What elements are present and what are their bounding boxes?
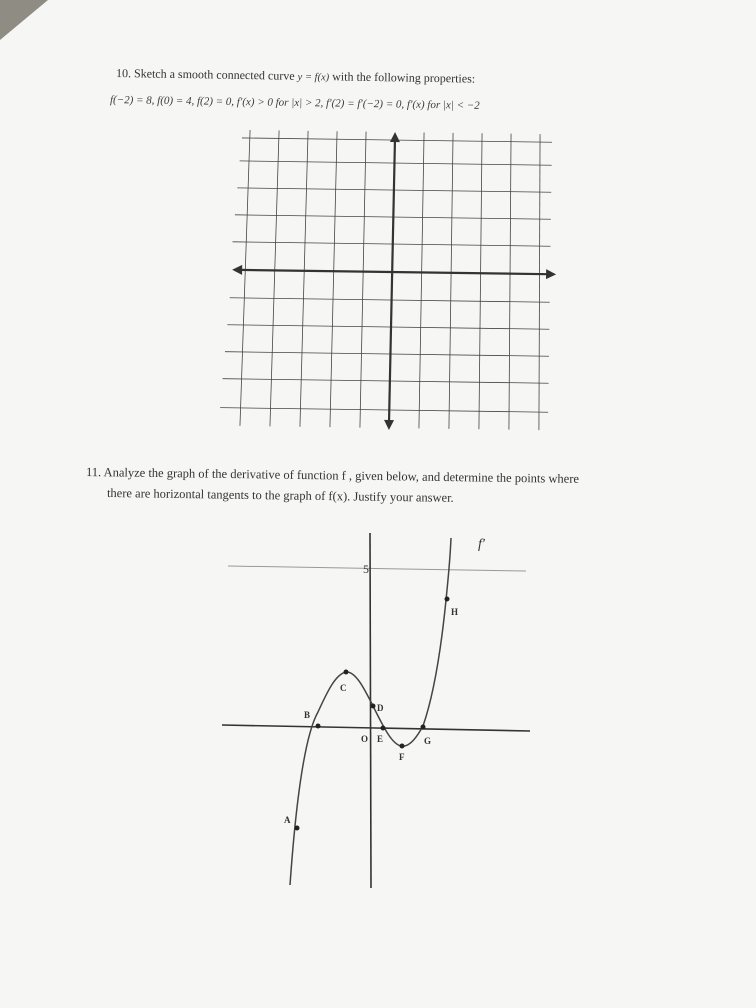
grid-line <box>227 325 549 329</box>
grid-line <box>449 133 453 429</box>
grid-line <box>220 408 548 413</box>
point-d-dot <box>371 704 376 709</box>
point-b-label: B <box>304 710 311 720</box>
grid-line <box>419 132 424 428</box>
problem-10-prompt: Sketch a smooth connected curve <box>133 66 295 83</box>
grid-line <box>360 132 366 428</box>
problem-10-number: 10. <box>115 66 132 81</box>
grid-line <box>240 161 552 165</box>
grid-line <box>507 134 513 430</box>
grid-line <box>330 131 337 427</box>
point-g-dot <box>421 725 426 730</box>
problem-11-number: 11. <box>85 465 102 480</box>
point-f-label: F <box>399 752 405 762</box>
point-c-label: C <box>340 683 347 693</box>
point-a-dot <box>295 826 300 831</box>
y-axis <box>370 533 371 888</box>
point-c-dot <box>344 670 349 675</box>
problem-10-properties: f(−2) = 8, f(0) = 4, f(2) = 0, f′(x) > 0 for |x| > 2, f′(2) = f′(−2) = 0, f′(x) for |x| < −2 <box>109 94 480 112</box>
problem-10-curve-eq: y = f(x) <box>297 71 330 84</box>
point-g-label: G <box>424 736 432 746</box>
function-label-f-prime: f′ <box>478 537 485 552</box>
x-axis <box>240 270 548 274</box>
point-e-dot <box>381 726 386 731</box>
grid-line <box>225 352 549 357</box>
point-h-label: H <box>451 607 459 617</box>
origin-label: O <box>361 734 369 744</box>
problem-10-prompt-tail: with the following properties: <box>332 69 476 86</box>
reference-line-y5 <box>228 566 526 571</box>
y-axis-arrow-up <box>390 132 400 142</box>
y-axis-arrow-down <box>384 420 394 430</box>
x-axis <box>222 725 530 731</box>
grid-line <box>270 130 279 426</box>
x-axis-arrow-right <box>546 269 556 279</box>
tick-label-5: 5 <box>363 562 369 576</box>
point-h-dot <box>445 597 450 602</box>
empty-grid <box>220 130 558 433</box>
point-e-label: E <box>377 734 384 744</box>
x-axis-arrow-left <box>232 265 242 275</box>
y-axis <box>389 140 395 422</box>
grid-line <box>230 298 550 302</box>
grid-line <box>300 131 308 427</box>
grid-line <box>233 242 551 246</box>
grid-line <box>478 133 483 429</box>
point-d-label: D <box>377 703 384 713</box>
point-a-label: A <box>284 815 291 825</box>
point-f-dot <box>400 744 405 749</box>
problem-11-text-line2: there are horizontal tangents to the graph of f(x). Justify your answer. <box>106 486 454 505</box>
grid-line <box>536 134 543 430</box>
problem-11-text-line1: Analyze the graph of the derivative of function f , given below, and determine the points where <box>103 465 580 486</box>
grid-line <box>240 130 250 426</box>
derivative-graph <box>222 533 530 888</box>
point-b-dot <box>316 724 321 729</box>
